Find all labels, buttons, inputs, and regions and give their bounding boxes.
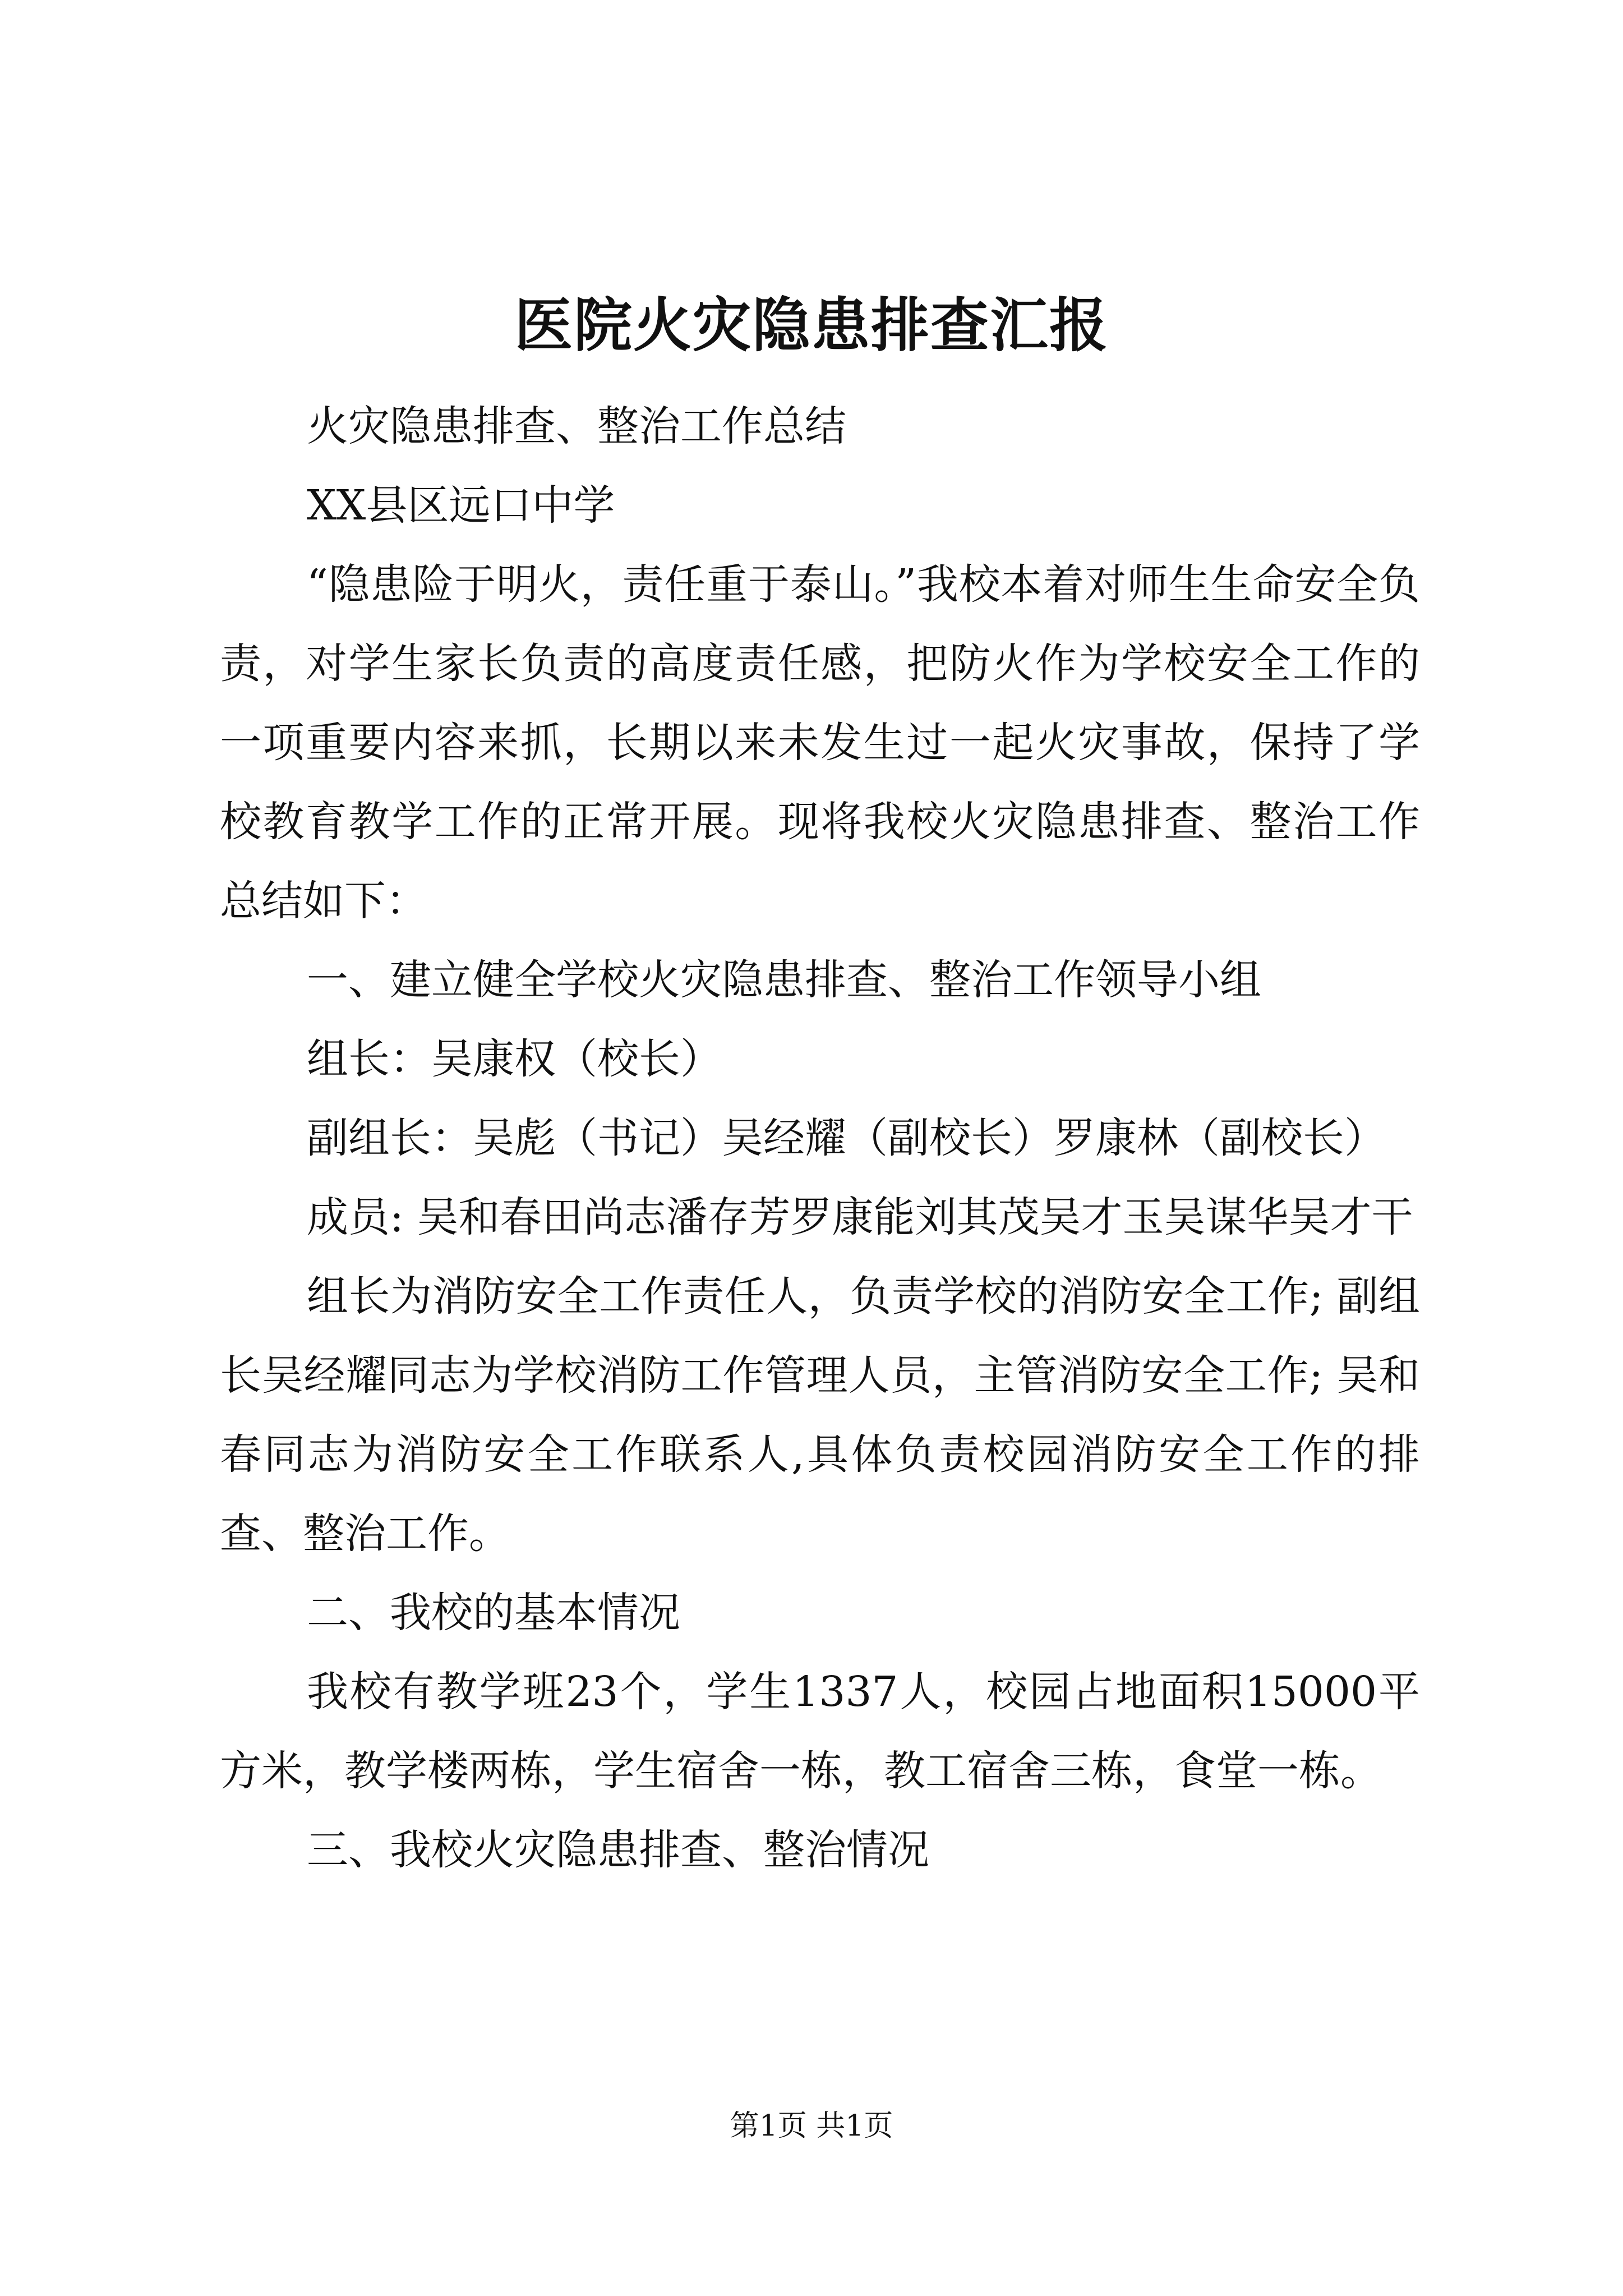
basic-info-paragraph: 我校有教学班23个，学生1337人，校园占地面积15000平方米，教学楼两栋，学生宿舍一栋，教工宿舍三栋，食堂一栋。 <box>220 1668 1420 1795</box>
section-heading-1: 一、建立健全学校火灾隐患排查、整治工作领导小组 <box>307 956 1261 1004</box>
document-title: 医院火灾隐患排查汇报 <box>514 291 1109 360</box>
section-heading-3: 三、我校火灾隐患排查、整治情况 <box>307 1826 929 1874</box>
document-body <box>220 387 1420 1890</box>
intro-paragraph: “隐患险于明火，责任重于泰山。”我校本着对师生生命安全负责，对学生家长负责的高度责任感，把防火作为学校安全工作的一项重要内容来抓，长期以来未发生过一起火灾事故，保持了学校教育教学工作的正常开展。现将我校火灾隐患排查、整治工作总结如下： <box>220 560 1420 925</box>
members-paragraph: 成员: 吴和春田尚志潘存芳罗康能刘其茂吴才玉吴谋华吴才干 <box>307 1193 1413 1241</box>
school-name-paragraph: XX县区远口中学 <box>307 481 615 530</box>
responsibility-paragraph: 组长为消防安全工作责任人，负责学校的消防安全工作; 副组长吴经耀同志为学校消防工作管理人员，主管消防安全工作; 吴和春同志为消防安全工作联系人,具体负责校园消防安全工作的排查、整治工作。 <box>220 1272 1420 1558</box>
leader-paragraph: 组长：吴康权（校长） <box>307 1035 722 1083</box>
deputy-leader-paragraph: 副组长：吴彪（书记）吴经耀（副校长）罗康林（副校长） <box>307 1114 1386 1162</box>
page-footer: 第1页 共1页 <box>730 2109 893 2143</box>
section-heading-2: 二、我校的基本情况 <box>307 1589 680 1637</box>
subtitle-paragraph: 火灾隐患排查、整治工作总结 <box>307 402 846 450</box>
